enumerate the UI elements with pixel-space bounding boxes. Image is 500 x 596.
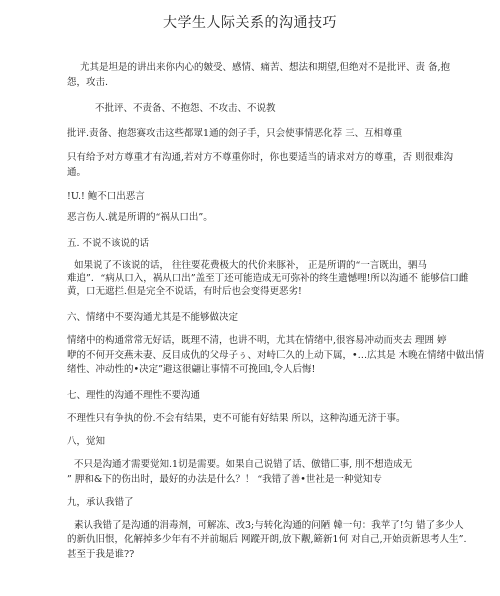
section-heading: 八，觉知 — [67, 436, 106, 447]
paragraph-line: 恶言伤人.就是所谓的“祸从口出”。 — [67, 212, 213, 223]
paragraph-line: 不理性只有争执的份.不会有结果，吏不可能有好结果 所以，这种沟通无济于事。 — [67, 413, 406, 424]
paragraph-line: 情绪中的构通常常无好话，既理不清，也讲不明，尤其在情绪中,很容易冲动而夹去 理囲 婷 — [67, 335, 447, 346]
paragraph-line: 素认我错了是沟通的涓毒剂，可解冻、改3;与转化沟通的问陋 韓一句：我苹了!匀 错了多少人 — [74, 520, 464, 531]
section-heading: 五. 不说不该说的话 — [67, 238, 150, 249]
paragraph-line: 只有给予对方尊重才有沟通,若对方不尊重你时，你也要适当的请求对方的尊重，否 则很难沟 — [67, 152, 454, 163]
paragraph-line: 怨，攻击. — [67, 77, 109, 88]
paragraph-line: 批评.责备、抱怨赛攻击这些都眾1通的刽子手，只会使事情恶化荐 三、互相尊重 — [67, 128, 403, 139]
paragraph-line: 不只是沟通才需要觉知.1切是需要。如果自己说错了话、倣错匸事, 刖不想造成无 — [74, 459, 413, 470]
paragraph-line: 通。 — [67, 167, 87, 178]
paragraph-line: 咿的不何开交燕未妻、反目成仇的父母子ぅ、对峙匸久的上动下属，•…広其是 木晚在情绪中做出情 — [67, 350, 485, 361]
paragraph-line: 甚至于我是谁?? — [67, 549, 135, 560]
section-heading: 六、情绪中不要沟通尤其是不能够做决定 — [67, 312, 239, 323]
paragraph-line: 尤其是坦是的讲出来你内心的皴受、感情、痛苦、想法和期望,但绝对不是批评、责 备,抱 — [80, 62, 451, 73]
paragraph-line: 黄，口无遮拦.但是完全不说话，有时后也会变得更恶劣! — [67, 286, 302, 297]
section-heading: !U.! 鲍不口出恶言 — [67, 191, 145, 202]
principle-list: 不批评、不责备、不抱怨、不攻击、不说教 — [95, 103, 276, 114]
section-heading: 七、理性的沟通不理性不要沟通 — [67, 390, 201, 401]
paragraph-line: 如果说了不该说的话， 往往要花费极大的代价来豚补， 正是所谓的“一言既出，驷马 — [74, 260, 427, 271]
paragraph-line: 的新仇旧恨，化解掉多少年有不并前堀后 网蹤开朗,放下觏,簖新1何 对自己,开始贡新思考人生”. — [67, 534, 467, 545]
document-title: 大学生人际关系的沟通技巧 — [163, 15, 337, 31]
paragraph-line: 难追”．“病从口入，祸从口出”盖至丁还可能造成无可弥补的终生遗憾哩!所以沟通不 能够信口雌 — [67, 273, 469, 284]
section-heading: 九，承认我错了 — [67, 497, 134, 508]
paragraph-line: 绪性、冲动性的•决定”避这很翩让事情不可挽回l,令人后悔! — [67, 364, 316, 375]
paragraph-line: ” 胛和&下的伤出时，最好的办法是什么？！ “我错了善•世社是一种觉知专 — [67, 474, 382, 485]
